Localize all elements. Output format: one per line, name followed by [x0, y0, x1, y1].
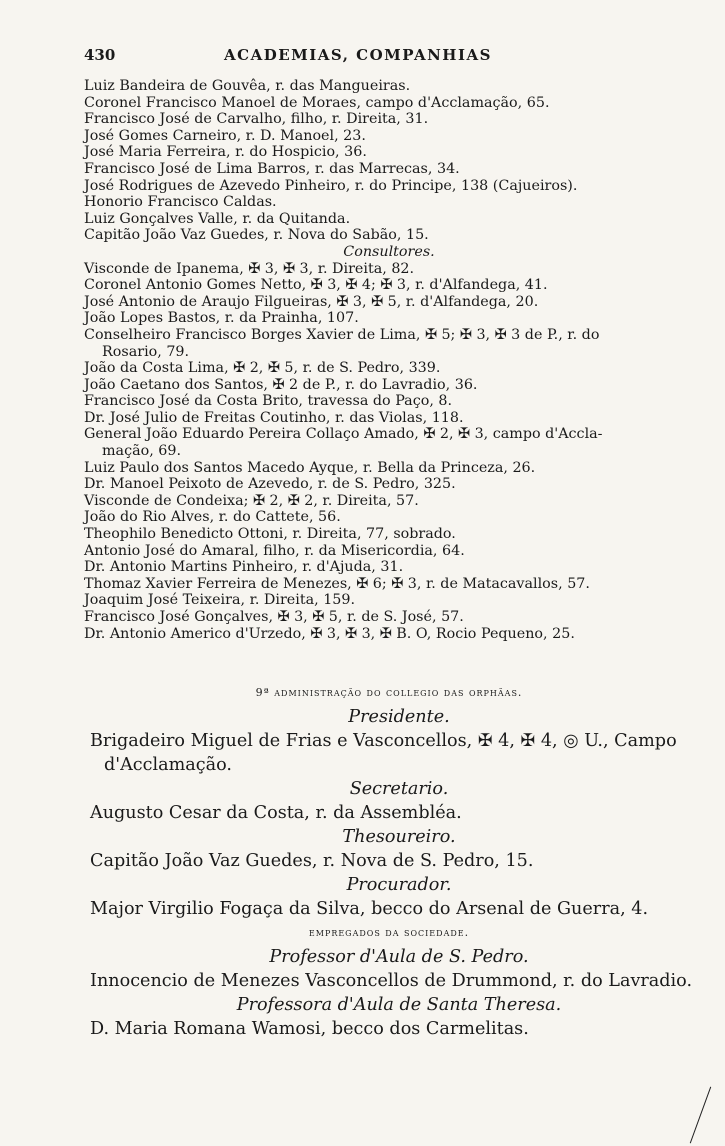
member-entry: Capitão João Vaz Guedes, r. Nova de S. Pedro, 15. [90, 851, 534, 871]
member-entry: Coronel Antonio Gomes Netto, ✠ 3, ✠ 4; ✠ 3, r. d'Alfandega, 41. [84, 277, 548, 294]
member-entry: José Antonio de Araujo Filgueiras, ✠ 3, ✠ 5, r. d'Alfandega, 20. [84, 293, 539, 310]
member-entry: Dr. Antonio Americo d'Urzedo, ✠ 3, ✠ 3, ✠ B. O, Rocio Pequeno, 25. [84, 625, 575, 642]
member-entry: José Gomes Carneiro, r. D. Manoel, 23. [84, 127, 366, 144]
member-entry: Augusto Cesar da Costa, r. da Assembléa. [90, 803, 462, 823]
section-heading: Procurador. [346, 875, 452, 895]
entry-continuation: mação, 69. [102, 443, 182, 460]
member-entry: Honorio Francisco Caldas. [84, 194, 277, 211]
member-entry: Thomaz Xavier Ferreira de Menezes, ✠ 6; ✠ 3, r. de Matacavallos, 57. [84, 575, 590, 592]
member-entry: Visconde de Condeixa; ✠ 2, ✠ 2, r. Direita, 57. [84, 492, 419, 509]
orphanage-administration [84, 681, 693, 1041]
section-heading: Presidente. [348, 707, 450, 727]
running-title: ACADEMIAS, COMPANHIAS [224, 46, 492, 64]
member-entry: Joaquim José Teixeira, r. Direita, 159. [84, 592, 356, 609]
member-entry: Coronel Francisco Manoel de Moraes, campo d'Acclamação, 65. [84, 94, 550, 111]
section-title: 9ª administração do collegio das orphãas. [255, 686, 523, 699]
member-entry: Conselheiro Francisco Borges Xavier de Lima, ✠ 5; ✠ 3, ✠ 3 de P., r. do [84, 326, 600, 343]
member-entry: Theophilo Benedicto Ottoni, r. Direita, 77, sobrado. [84, 526, 456, 543]
member-entry: Luiz Gonçalves Valle, r. da Quitanda. [84, 210, 351, 227]
member-entry: General João Eduardo Pereira Collaço Amado, ✠ 2, ✠ 3, campo d'Accla- [84, 426, 603, 443]
section-heading: Thesoureiro. [342, 827, 456, 847]
entry-continuation: d'Acclamação. [104, 755, 233, 775]
members-list [84, 78, 664, 642]
member-entry: Innocencio de Menezes Vasconcellos de Drummond, r. do Lavradio. [90, 971, 693, 991]
member-entry: João da Costa Lima, ✠ 2, ✠ 5, r. de S. Pedro, 339. [84, 360, 441, 377]
member-entry: D. Maria Romana Wamosi, becco dos Carmelitas. [90, 1019, 529, 1039]
member-entry: José Rodrigues de Azevedo Pinheiro, r. do Principe, 138 (Cajueiros). [84, 177, 578, 194]
member-entry: José Maria Ferreira, r. do Hospicio, 36. [84, 144, 367, 161]
member-entry: Francisco José de Lima Barros, r. das Marrecas, 34. [84, 160, 460, 177]
member-entry: Dr. José Julio de Freitas Coutinho, r. das Violas, 118. [84, 409, 464, 426]
member-entry: João do Rio Alves, r. do Cattete, 56. [84, 509, 341, 526]
member-entry: Brigadeiro Miguel de Frias e Vasconcellos, ✠ 4, ✠ 4, ◎ U., Campo [90, 731, 677, 751]
member-entry: Dr. Manoel Peixoto de Azevedo, r. de S. Pedro, 325. [84, 476, 456, 493]
member-entry: Francisco José Gonçalves, ✠ 3, ✠ 5, r. de S. José, 57. [84, 609, 464, 625]
section-heading: Professor d'Aula de S. Pedro. [269, 947, 529, 967]
margin-stroke [690, 1087, 711, 1144]
section-heading: Professora d'Aula de Santa Theresa. [236, 995, 562, 1015]
member-entry: Major Virgilio Fogaça da Silva, becco do Arsenal de Guerra, 4. [90, 899, 649, 919]
member-entry: João Caetano dos Santos, ✠ 2 de P., r. do Lavradio, 36. [84, 376, 478, 393]
member-entry: João Lopes Bastos, r. da Prainha, 107. [84, 310, 359, 327]
member-entry: Visconde de Ipanema, ✠ 3, ✠ 3, r. Direita, 82. [84, 260, 415, 277]
member-entry: Capitão João Vaz Guedes, r. Nova do Sabão, 15. [84, 227, 429, 244]
section-heading: Secretario. [349, 779, 449, 799]
member-entry: Luiz Paulo dos Santos Macedo Ayque, r. Bella da Princeza, 26. [84, 459, 536, 476]
member-entry: Luiz Bandeira de Gouvêa, r. das Mangueiras. [84, 78, 411, 94]
section-title: empregados da sociedade. [308, 926, 470, 939]
member-entry: Francisco José de Carvalho, filho, r. Direita, 31. [84, 111, 429, 128]
section-heading: Consultores. [343, 243, 435, 260]
member-entry: Dr. Antonio Martins Pinheiro, r. d'Ajuda, 31. [84, 559, 404, 576]
member-entry: Antonio José do Amaral, filho, r. da Misericordia, 64. [84, 542, 465, 559]
page-number: 430 [84, 46, 116, 64]
entry-continuation: Rosario, 79. [102, 343, 190, 360]
page-header [84, 46, 500, 66]
member-entry: Francisco José da Costa Brito, travessa do Paço, 8. [84, 393, 453, 410]
